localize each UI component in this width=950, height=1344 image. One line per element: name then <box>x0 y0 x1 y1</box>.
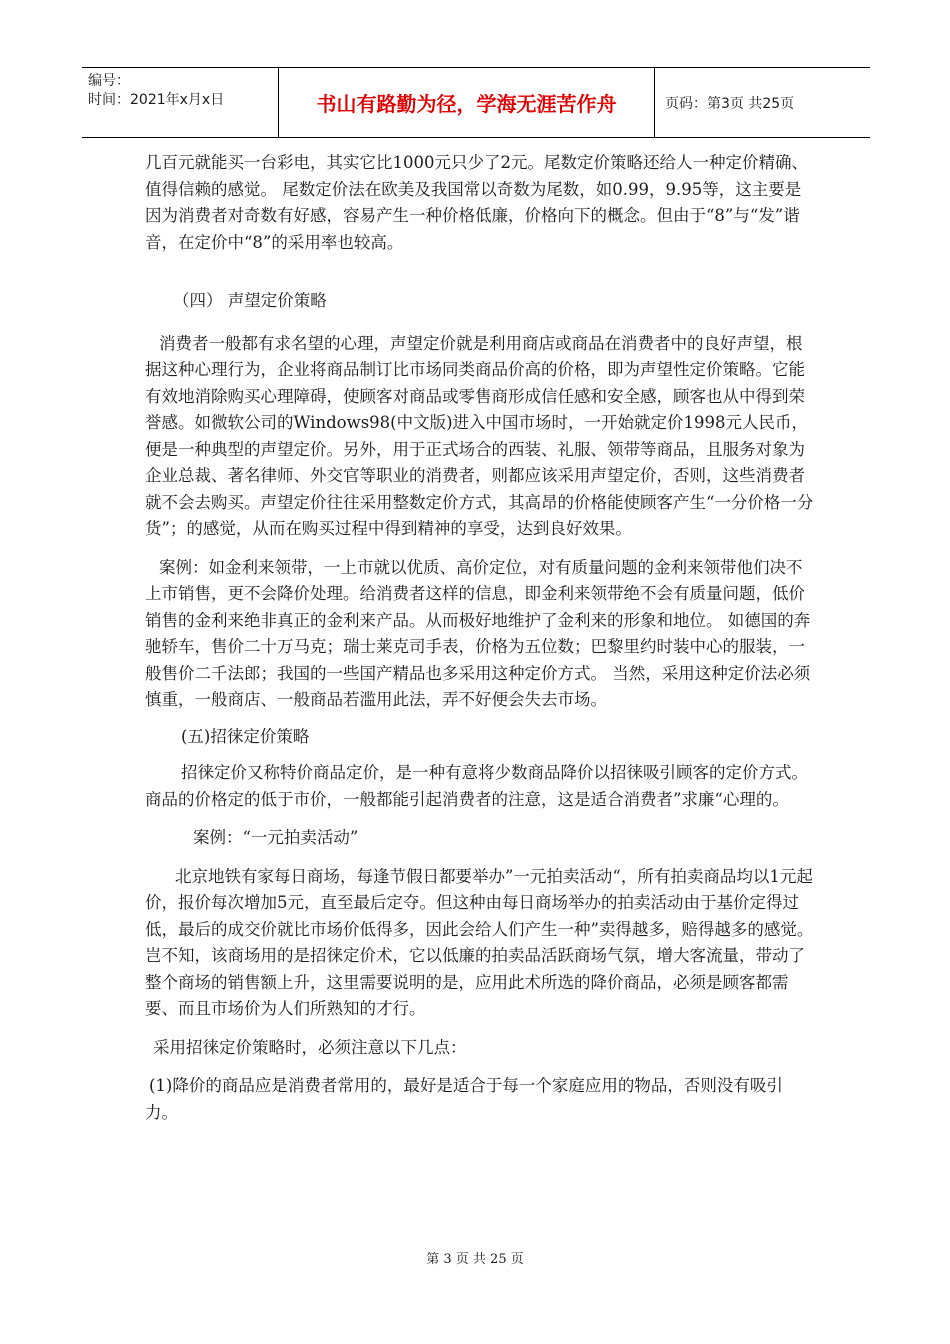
paragraph: 消费者一般都有求名望的心理，声望定价就是利用商店或商品在消费者中的良好声望，根据这种心理行为，企业将商品制订比市场同类商品价高的价格，即为声望性定价策略。它能有效地消除购买心理障碍，使顾客对商品或零售商形成信任感和安全感，顾客也从中得到荣誉感。如微软公司的Windows98(中文版)进入中国市场时，一开始就定价1998元人民币，便是一种典型的声望定价。另外，用于正式场合的西装、礼服、领带等商品，且服务对象为企业总裁、著名律师、外交官等职业的消费者，则都应该采用声望定价，否则，这些消费者就不会去购买。声望定价往往采用整数定价方式，其高昂的价格能使顾客产生“一分价格一分货”；的感觉，从而在购买过程中得到精神的享受，达到良好效果。 <box>145 333 814 538</box>
list-item: (1)降价的商品应是消费者常用的，最好是适合于每一个家庭应用的物品，否则没有吸引力。 <box>145 1076 783 1122</box>
header-number: 编号： <box>88 73 130 89</box>
header-time: 时间：2021年x月x日 <box>88 92 225 108</box>
header-motto: 书山有路勤为径，学海无涯苦作舟 <box>279 68 655 137</box>
paragraph: 几百元就能买一台彩电，其实它比1000元只少了2元。尾数定价策略还给人一种定价精确、值得信赖的感觉。 尾数定价法在欧美及我国常以奇数为尾数，如0.99，9.95等，这主要是因为消费者对奇数有好感，容易产生一种价格低廉，价格向下的概念。但由于“8”与“发”谐音，在定价中“8”的采用率也较高。 <box>145 153 808 252</box>
header-page-info: 页码：第3页 共25页 <box>665 95 795 112</box>
page-header <box>82 67 870 138</box>
document-body <box>145 150 815 1126</box>
paragraph: 案例：如金利来领带，一上市就以优质、高价定位，对有质量问题的金利来领带他们决不上市销售，更不会降价处理。给消费者这样的信息，即金利来领带绝不会有质量问题，低价销售的金利来绝非真正的金利来产品。从而极好地维护了金利来的形象和地位。 如德国的奔驰轿车，售价二十万马克；瑞士莱克司手表，价格为五位数；巴黎里约时装中心的服装，一般售价二千法郎；我国的一些国产精品也多采用这种定价方式。 当然，采用这种定价法必须慎重，一般商店、一般商品若滥用此法，弄不好便会失去市场。 <box>145 557 811 709</box>
page-footer: 第 3 页 共 25 页 <box>426 1252 524 1267</box>
paragraph: 采用招徕定价策略时，必须注意以下几点： <box>153 1037 467 1057</box>
paragraph: 招徕定价又称特价商品定价，是一种有意将少数商品降价以招徕吸引顾客的定价方式。商品的价格定的低于市价，一般都能引起消费者的注意，这是适合消费者”求廉“心理的。 <box>145 763 808 809</box>
case-title: 案例：“一元拍卖活动” <box>193 828 359 847</box>
header-meta <box>82 68 279 137</box>
paragraph: 北京地铁有家每日商场，每逢节假日都要举办”一元拍卖活动“，所有拍卖商品均以1元起价，报价每次增加5元，直至最后定夺。但这种由每日商场举办的拍卖活动由于基价定得过低，最后的成交价就比市场价低得多，因此会给人们产生一种”卖得越多，赔得越多的感觉。岂不知，该商场用的是招徕定价术，它以低廉的拍卖品活跃商场气氛，增大客流量，带动了整个商场的销售额上升，这里需要说明的是，应用此术所选的降价商品，必须是顾客都需要、而且市场价为人们所熟知的才行。 <box>145 866 814 1018</box>
section-heading: (五)招徕定价策略 <box>181 726 310 746</box>
section-heading: （四） 声望定价策略 <box>173 291 327 310</box>
